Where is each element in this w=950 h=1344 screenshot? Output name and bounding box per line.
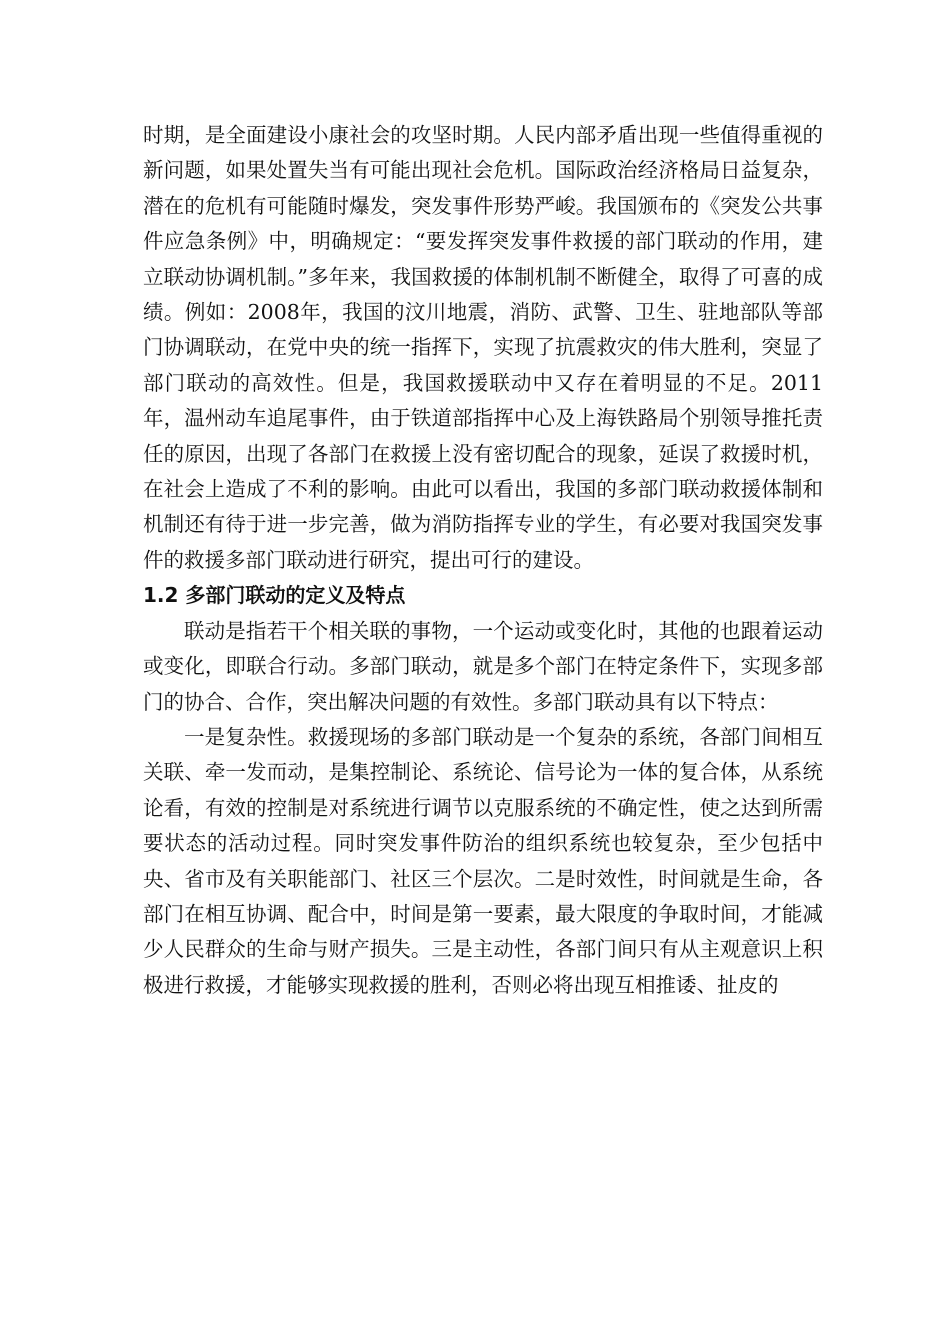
section-heading: 1.2 多部门联动的定义及特点 bbox=[143, 583, 406, 608]
document-body bbox=[143, 118, 823, 1003]
body-paragraph-continued: 时期，是全面建设小康社会的攻坚时期。人民内部矛盾出现一些值得重视的新问题，如果处置失当有可能出现社会危机。国际政治经济格局日益复杂，潜在的危机有可能随时爆发，突发事件形势严峻。我国颁布的《突发公共事件应急条例》中，明确规定：“要发挥突发事件救援的部门联动的作用，建立联动协调机制。”多年来，我国救援的体制机制不断健全，取得了可喜的成绩。例如：2008年，我国的汶川地震，消防、武警、卫生、驻地部队等部门协调联动，在党中央的统一指挥下，实现了抗震救灾的伟大胜利，突显了部门联动的高效性。但是，我国救援联动中又存在着明显的不足。2011年，温州动车追尾事件，由于铁道部指挥中心及上海铁路局个别领导推托责任的原因，出现了各部门在救援上没有密切配合的现象，延误了救援时机，在社会上造成了不利的影响。由此可以看出，我国的多部门联动救援体制和机制还有待于进一步完善，做为消防指挥专业的学生，有必要对我国突发事件的救援多部门联动进行研究，提出可行的建设。 bbox=[143, 123, 823, 572]
body-paragraph-characteristics: 一是复杂性。救援现场的多部门联动是一个复杂的系统，各部门间相互关联、牵一发而动，是集控制论、系统论、信号论为一体的复合体，从系统论看，有效的控制是对系统进行调节以克服系统的不确定性，使之达到所需要状态的活动过程。同时突发事件防治的组织系统也较复杂，至少包括中央、省市及有关职能部门、社区三个层次。二是时效性，时间就是生命，各部门在相互协调、配合中，时间是第一要素，最大限度的争取时间，才能减少人民群众的生命与财产损失。三是主动性，各部门间只有从主观意识上积极进行救援，才能够实现救援的胜利，否则必将出现互相推诿、扯皮的 bbox=[143, 724, 823, 997]
body-paragraph-definition: 联动是指若干个相关联的事物，一个运动或变化时，其他的也跟着运动或变化，即联合行动。多部门联动，就是多个部门在特定条件下，实现多部门的协合、合作，突出解决问题的有效性。多部门联动具有以下特点： bbox=[143, 618, 823, 714]
